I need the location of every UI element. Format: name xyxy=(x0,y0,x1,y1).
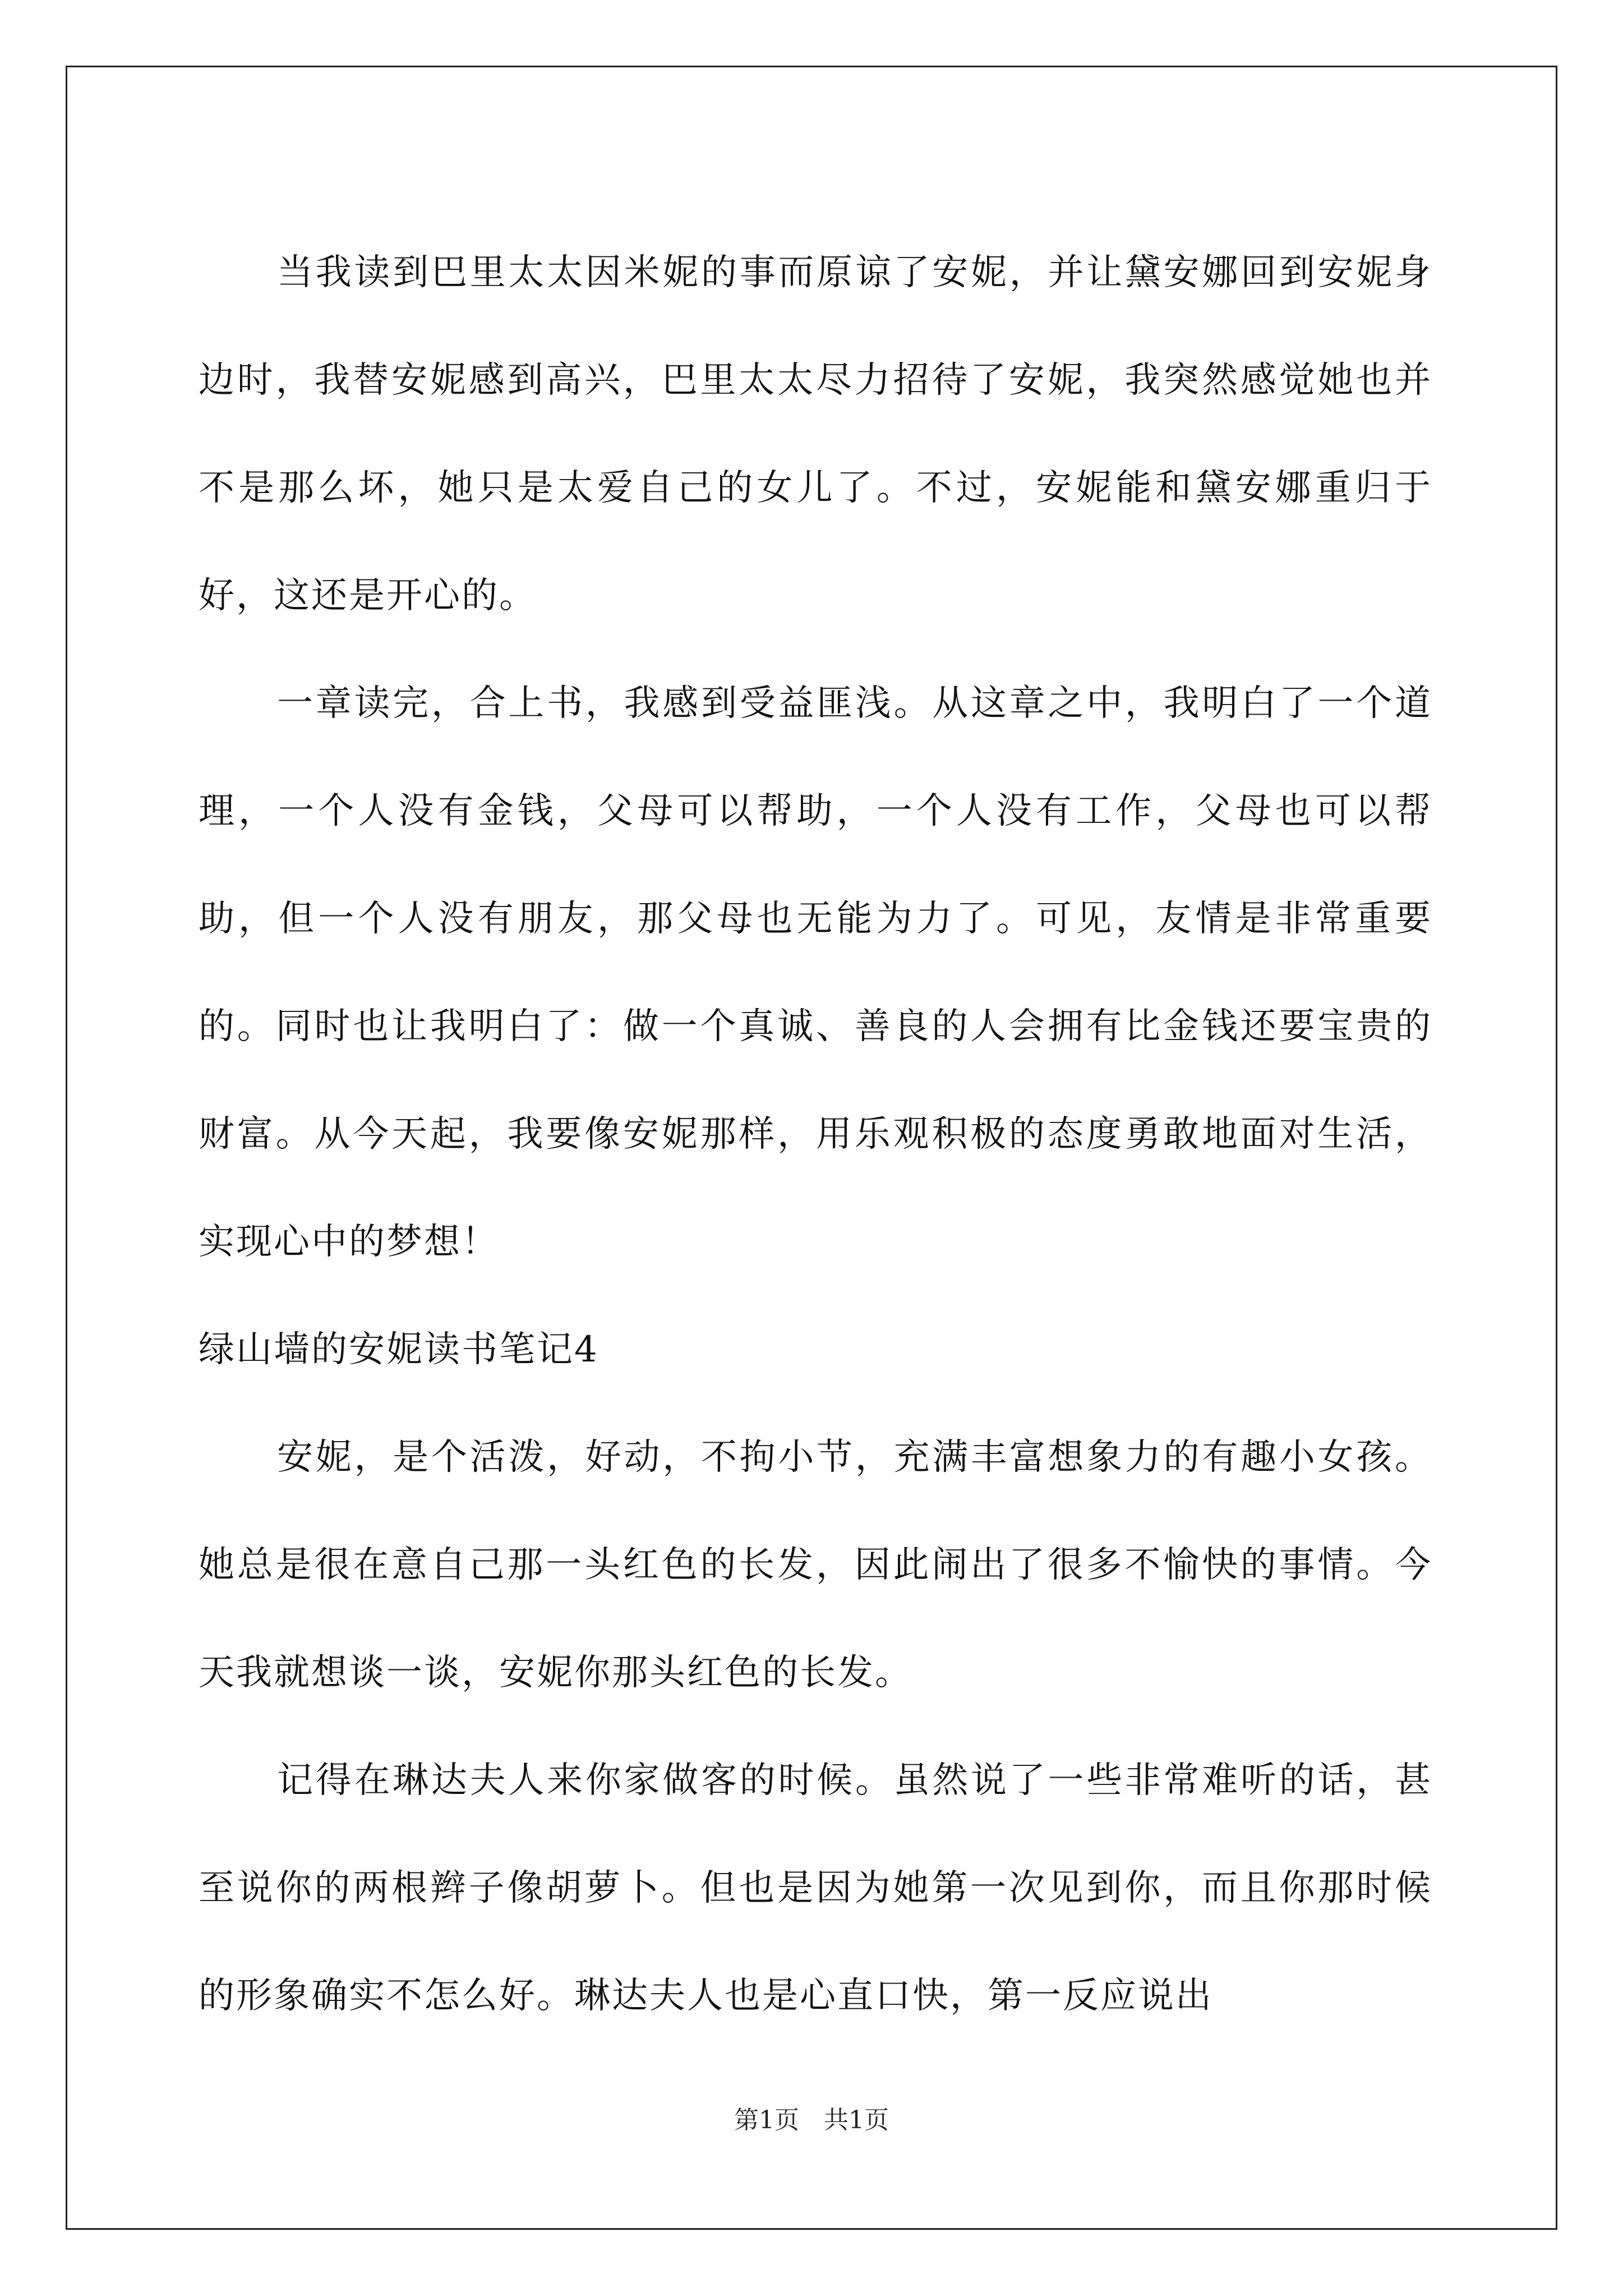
paragraph-3: 安妮，是个活泼，好动，不拘小节，充满丰富想象力的有趣小女孩。她总是很在意自己那一头红色的长发，因此闹出了很多不愉快的事情。今天我就想谈一谈，安妮你那头红色的长发。 xyxy=(199,1437,1432,1694)
paragraph-2: 一章读完，合上书，我感到受益匪浅。从这章之中，我明白了一个道理，一个人没有金钱，父母可以帮助，一个人没有工作，父母也可以帮助，但一个人没有朋友，那父母也无能为力了。可见，友情是非常重要的。同时也让我明白了：做一个真诚、善良的人会拥有比金钱还要宝贵的财富。从今天起，我要像安妮那样，用乐观积极的态度勇敢地面对生活，实现心中的梦想！ xyxy=(199,683,1432,1263)
section-heading: 绿山墙的安妮读书笔记4 xyxy=(199,1329,599,1370)
page-number-footer: 第1页 共1页 xyxy=(734,2106,889,2134)
document-body xyxy=(199,219,1432,2050)
paragraph-1: 当我读到巴里太太因米妮的事而原谅了安妮，并让黛安娜回到安妮身边时，我替安妮感到高兴，巴里太太尽力招待了安妮，我突然感觉她也并不是那么坏，她只是太爱自己的女儿了。不过，安妮能和黛安娜重归于好，这还是开心的。 xyxy=(199,252,1432,616)
paragraph-4: 记得在琳达夫人来你家做客的时候。虽然说了一些非常难听的话，甚至说你的两根辫子像胡萝卜。但也是因为她第一次见到你，而且你那时候的形象确实不怎么好。琳达夫人也是心直口快，第一反应说出 xyxy=(199,1760,1432,2017)
